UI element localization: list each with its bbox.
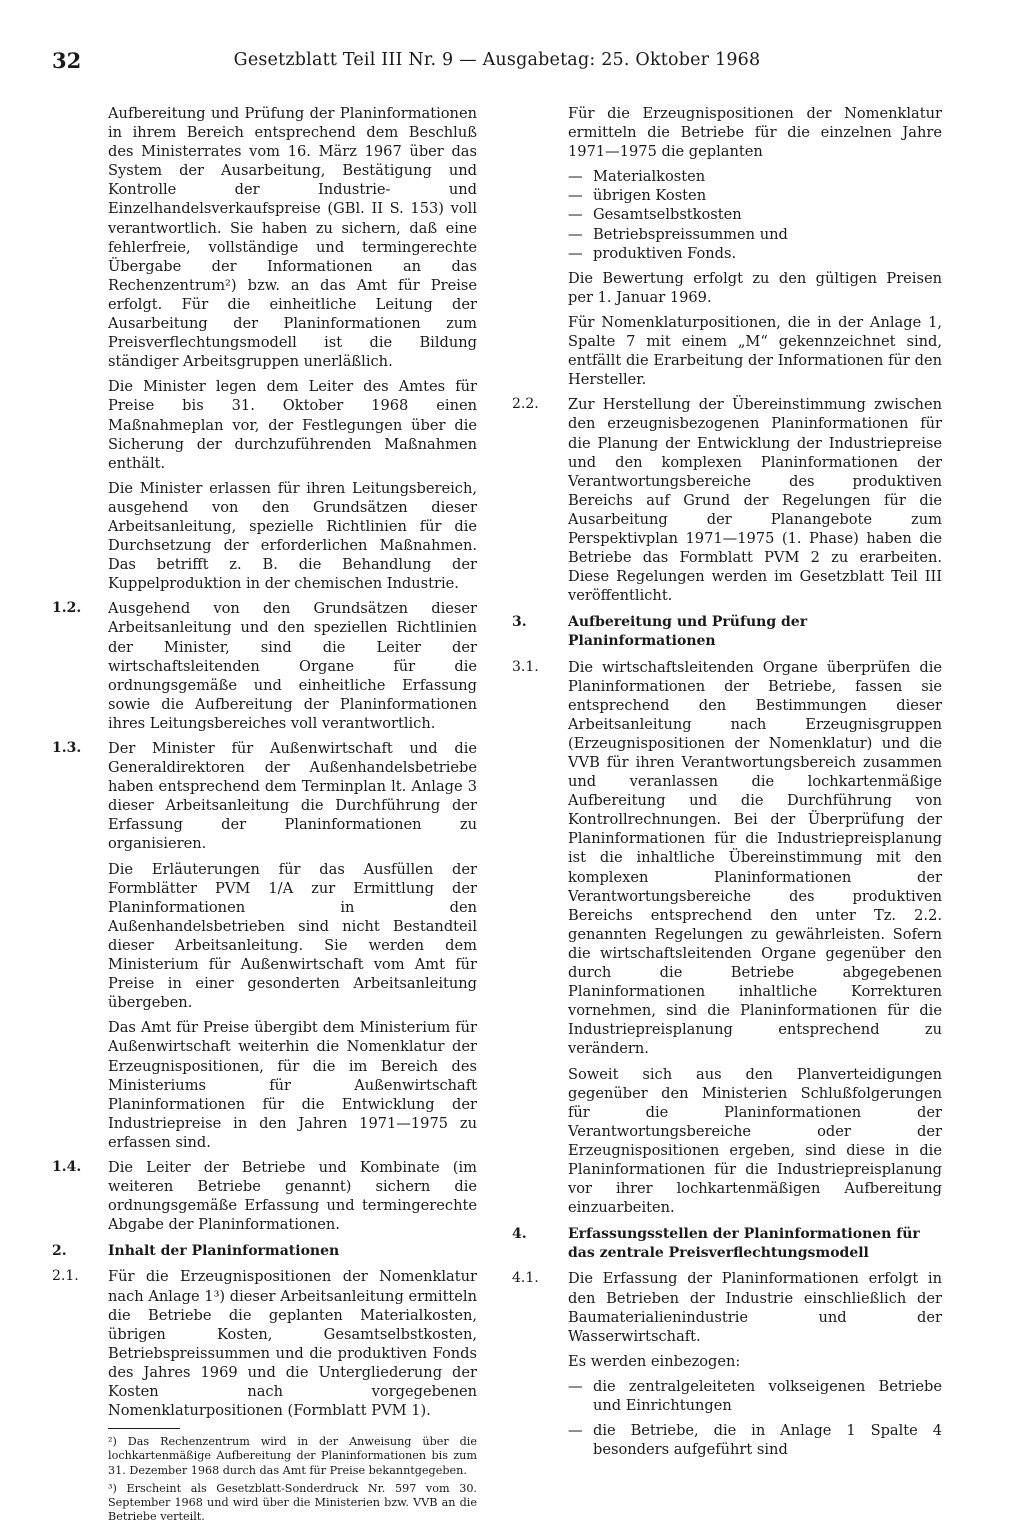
list-item: — die zentralgeleiteten volkseigenen Betriebe und Einrichtungen	[568, 1377, 942, 1414]
section-text: Für die Erzeugnispositionen der Nomenklatur nach Anlage 1³) dieser Arbeitsanleitung ermitteln die Betriebe die geplanten Materialkosten, übrigen Kosten, Gesamtselbstkosten, Betriebspreissummen und die produktiven Fonds des Jahres 1969 und die Untergliederung der Kosten nach vorgegebenen Nomenklaturpositionen (Formblatt PVM 1).	[108, 1268, 477, 1420]
heading-text: Aufbereitung und Prüfung der Planinformationen	[568, 614, 808, 650]
paragraph: Für Nomenklaturpositionen, die in der Anlage 1, Spalte 7 mit einem „M“ gekennzeichnet sind, entfällt die Erarbeitung der Informationen für den Hersteller.	[568, 313, 942, 389]
page-header	[52, 48, 942, 78]
section-text: Soweit sich aus den Planverteidigungen gegenüber den Ministerien Schlußfolgerungen für die Planinformationen der Verantwortungsbereiche oder der Erzeugnispositionen ergeben, sind diese in die Planinformationen für die Industriepreisplanung vor ihrer lochkartenmäßigen Aufbereitung einzuarbeiten.	[568, 1065, 942, 1217]
section-text: Der Minister für Außenwirtschaft und die Generaldirektoren der Außenhandelsbetriebe haben entsprechend dem Terminplan lt. Anlage 3 dieser Arbeitsanleitung die Durchführung der Erfassung der Planinformationen zu organisieren.	[108, 740, 477, 853]
section-1-4	[52, 1158, 477, 1234]
section-number: 1.3.	[52, 740, 82, 756]
list-item: — übrigen Kosten	[568, 187, 707, 205]
section-number: 2.2.	[512, 396, 539, 413]
section-text: Zur Herstellung der Übereinstimmung zwischen den erzeugnisbezogenen Planinformationen für die Planung der Entwicklung der Industriepreise und den komplexen Planinformationen der Verantwortungsbereiche des produktiven Bereichs auf Grund der Regelungen für die Ausarbeitung der Planangebote zum Perspektivplan 1971—1975 (1. Phase) haben die Betriebe das Formblatt PVM 2 zu erarbeiten. Diese Regelungen werden im Gesetzblatt Teil III veröffentlicht.	[568, 396, 942, 605]
footnote-2: ²) Das Rechenzentrum wird in der Anweisung über die lochkartenmäßige Aufbereitung der Planinformationen bis zum 31. Dezember 1968 durch das Amt für Preise bekanntgegeben.	[108, 1435, 477, 1477]
page-number: 32	[52, 48, 82, 73]
dash-marker: —	[568, 187, 583, 205]
section-1-2	[52, 599, 477, 733]
section-text: Die wirtschaftsleitenden Organe überprüfen die Planinformationen der Betriebe, fassen sie entsprechend den Bestimmungen dieser Arbeitsanleitung nach Erzeugnisgruppen (Erzeugnispositionen der Nomenklatur) und die VVB für ihren Verantwortungsbereich zusammen und veranlassen die lochkartenmäßige Aufbereitung und die Durchführung von Kontrollrechnungen. Bei der Überprüfung der Planinformationen für die Industriepreisplanung ist die inhaltliche Übereinstimmung mit den komplexen Planinformationen der Verantwortungsbereiche des produktiven Bereichs entsprechend den unter Tz. 2.2. genannten Regelungen zu gewährleisten. Sofern die wirtschaftsleitenden Organe gegenüber den durch die Betriebe abgegebenen Planinformationen inhaltliche Korrekturen vornehmen, sind die Planinformationen für die Industriepreisplanung entsprechend zu verändern.	[568, 658, 942, 1058]
heading-4	[512, 1225, 942, 1263]
section-number: 1.4.	[52, 1158, 82, 1175]
heading-number: 4.	[512, 1226, 527, 1243]
heading-number: 3.	[512, 614, 527, 631]
section-4-1	[512, 1269, 942, 1459]
section-2-2	[512, 395, 942, 605]
section-text: Die Erfassung der Planinformationen erfolgt in den Betrieben der Industrie einschließlich der Baumaterialienindustrie und der Wasserwirtschaft.	[568, 1270, 942, 1345]
dash-marker: —	[568, 206, 583, 224]
section-number: 1.2.	[52, 600, 82, 617]
dash-list	[512, 167, 942, 262]
list-item: — produktiven Fonds.	[568, 244, 737, 262]
list-item: — die Betriebe, die in Anlage 1 Spalte 4 besonders aufgeführt sind	[568, 1422, 942, 1459]
section-text: Die Leiter der Betriebe und Kombinate (im weiteren Betriebe genannt) sichern die ordnungsgemäße Erfassung und termingerechte Abgabe der Planinformationen.	[108, 1158, 477, 1234]
section-text: Das Amt für Preise übergibt dem Ministerium für Außenwirtschaft weiterhin die Nomenklatur der Erzeugnispositionen, für die im Bereich des Ministeriums für Außenwirtschaft Planinformationen für die Entwicklung der Industriepreise in den Jahren 1971—1975 zu erfassen sind.	[108, 1019, 477, 1151]
heading-text: Inhalt der Planinformationen	[108, 1243, 340, 1260]
paragraph: Für die Erzeugnispositionen der Nomenklatur ermitteln die Betriebe für die einzelnen Jahre 1971—1975 die geplanten	[568, 105, 942, 161]
heading-number: 2.	[52, 1243, 67, 1260]
section-number: 2.1.	[52, 1268, 79, 1285]
paragraph: Aufbereitung und Prüfung der Planinformationen in ihrem Bereich entsprechend dem Beschluß des Ministerrates vom 16. März 1967 über das System der Ausarbeitung, Bestätigung und Kontrolle der Industrie- und Einzelhandelsverkaufspreise (GBl. II S. 153) voll verantwortlich. Sie haben zu sichern, daß eine fehlerfreie, vollständige und termingerechte Übergabe der Informationen an das Rechenzentrum²) bzw. an das Amt für Preise erfolgt. Für die einheitliche Leitung der Ausarbeitung der Planinformationen zum Preisverflechtungsmodell ist die Bildung ständiger Arbeitsgruppen unerläßlich.	[108, 105, 477, 371]
section-3-1	[512, 658, 942, 1218]
section-1-3	[52, 739, 477, 1152]
dash-marker: —	[568, 1422, 583, 1440]
section-2-1	[52, 1267, 477, 1420]
paragraph: Die Minister erlassen für ihren Leitungsbereich, ausgehend von den Grundsätzen dieser Arbeitsanleitung, spezielle Richtlinien für die Durchsetzung der erforderlichen Maßnahmen. Das betrifft z. B. die Behandlung der Kuppelproduktion in der chemischen Industrie.	[108, 479, 477, 593]
section-text: Es werden einbezogen:	[568, 1352, 741, 1370]
footnote-3: ³) Erscheint als Gesetzblatt-Sonderdruck Nr. 597 vom 30. September 1968 und wird über die Ministerien bzw. VVB an die Betriebe verteilt.	[108, 1481, 477, 1524]
dash-marker: —	[568, 225, 583, 243]
paragraph: Die Bewertung erfolgt zu den gültigen Preisen per 1. Januar 1969.	[568, 269, 942, 306]
footnote-rule	[108, 1428, 180, 1429]
section-text: Die Erläuterungen für das Ausfüllen der Formblätter PVM 1/A zur Ermittlung der Planinformationen in den Außenhandelsbetrieben sind nicht Bestandteil dieser Arbeitsanleitung. Sie werden dem Ministerium für Außenwirtschaft vom Amt für Preise in einer gesonderten Arbeitsanleitung übergeben.	[108, 860, 477, 1012]
list-item: — Betriebspreissummen und	[568, 225, 788, 243]
paragraph: Die Minister legen dem Leiter des Amtes für Preise bis 31. Oktober 1968 einen Maßnahmeplan vor, der Festlegungen über die Sicherung der durchzuführenden Maßnahmen enthält.	[108, 378, 477, 472]
list-item: — Gesamtselbstkosten	[568, 206, 742, 224]
dash-marker: —	[568, 168, 583, 186]
gazette-title: Gesetzblatt Teil III Nr. 9 — Ausgabetag: 25. Oktober 1968	[233, 50, 761, 70]
right-column	[512, 104, 942, 1465]
heading-3	[512, 613, 942, 651]
section-text: Ausgehend von den Grundsätzen dieser Arbeitsanleitung und den speziellen Richtlinien der Minister, sind die Leiter der wirtschaftsleitenden Organe für die ordnungsgemäße und einheitliche Erfassung sowie die Aufbereitung der Planinformationen ihres Leitungsbereiches voll verantwortlich.	[108, 600, 477, 732]
dash-marker: —	[568, 244, 583, 262]
heading-text: Erfassungsstellen der Planinformationen für das zentrale Preisverflechtungsmodell	[568, 1226, 920, 1262]
section-number: 4.1.	[512, 1270, 539, 1287]
section-number: 3.1.	[512, 658, 539, 675]
dash-marker: —	[568, 1377, 583, 1395]
left-column	[52, 104, 477, 1528]
heading-2	[52, 1242, 477, 1261]
list-item: — Materialkosten	[568, 168, 706, 186]
